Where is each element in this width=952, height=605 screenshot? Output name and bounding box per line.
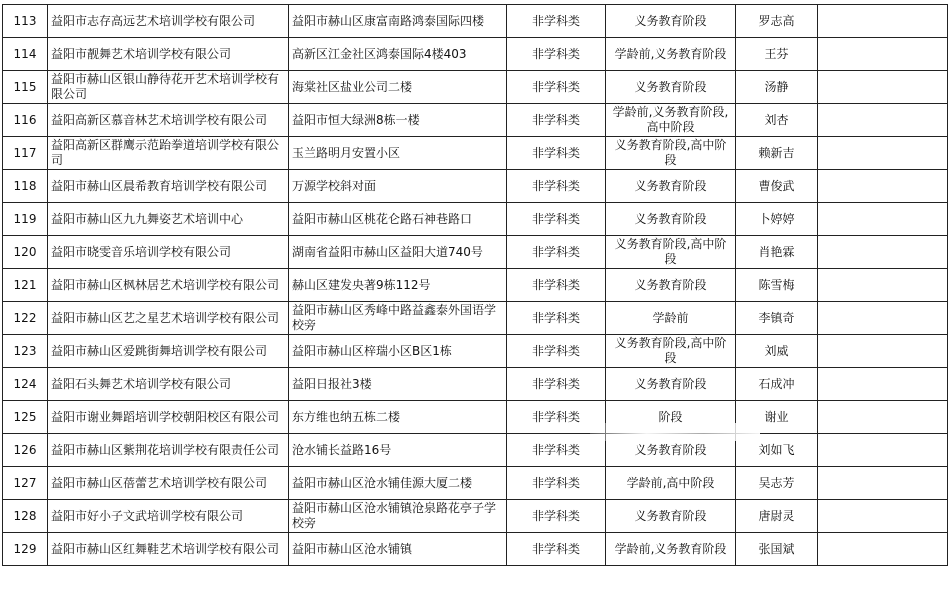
education-stage: 义务教育阶段 (606, 434, 736, 467)
training-category: 非学科类 (507, 5, 606, 38)
institution-address: 玉兰路明月安置小区 (289, 137, 507, 170)
table-row (3, 335, 948, 368)
education-stage: 学龄前,义务教育阶段 (606, 38, 736, 71)
institution-name: 益阳高新区慕音林艺术培训学校有限公司 (48, 104, 289, 137)
row-number: 127 (3, 467, 48, 500)
row-number: 114 (3, 38, 48, 71)
training-category: 非学科类 (507, 434, 606, 467)
empty-cell (818, 104, 948, 137)
institution-name: 益阳市赫山区红舞鞋艺术培训学校有限公司 (48, 533, 289, 566)
responsible-person: 罗志高 (736, 5, 818, 38)
education-stage: 学龄前 (606, 302, 736, 335)
institution-name: 益阳市赫山区爱跳街舞培训学校有限公司 (48, 335, 289, 368)
empty-cell (818, 533, 948, 566)
row-number: 118 (3, 170, 48, 203)
training-category: 非学科类 (507, 236, 606, 269)
responsible-person: 张国斌 (736, 533, 818, 566)
empty-cell (818, 335, 948, 368)
institution-address: 万源学校斜对面 (289, 170, 507, 203)
table-row (3, 434, 948, 467)
institution-name: 益阳市赫山区银山静待花开艺术培训学校有限公司 (48, 71, 289, 104)
table-row (3, 500, 948, 533)
responsible-person: 赖新吉 (736, 137, 818, 170)
institution-name: 益阳市赫山区枫林居艺术培训学校有限公司 (48, 269, 289, 302)
institution-name: 益阳石头舞艺术培训学校有限公司 (48, 368, 289, 401)
training-category: 非学科类 (507, 335, 606, 368)
table-row (3, 170, 948, 203)
training-category: 非学科类 (507, 269, 606, 302)
responsible-person: 石成冲 (736, 368, 818, 401)
empty-cell (818, 71, 948, 104)
empty-cell (818, 467, 948, 500)
training-category: 非学科类 (507, 38, 606, 71)
row-number: 125 (3, 401, 48, 434)
institution-name: 益阳市志存高远艺术培训学校有限公司 (48, 5, 289, 38)
responsible-person: 肖艳霖 (736, 236, 818, 269)
table-row (3, 368, 948, 401)
institution-address: 高新区江金社区鸿泰国际4楼403 (289, 38, 507, 71)
institution-address: 益阳市赫山区梓瑞小区B区1栋 (289, 335, 507, 368)
table-row (3, 137, 948, 170)
table-body (3, 5, 948, 566)
institution-address: 海棠社区盐业公司二楼 (289, 71, 507, 104)
row-number: 121 (3, 269, 48, 302)
table-row (3, 5, 948, 38)
training-category: 非学科类 (507, 170, 606, 203)
institution-name: 益阳市谢业舞蹈培训学校朝阳校区有限公司 (48, 401, 289, 434)
responsible-person: 曹俊武 (736, 170, 818, 203)
institution-address: 益阳市赫山区秀峰中路益鑫泰外国语学校旁 (289, 302, 507, 335)
responsible-person: 卜婷婷 (736, 203, 818, 236)
row-number: 117 (3, 137, 48, 170)
table-row (3, 401, 948, 434)
table-row (3, 203, 948, 236)
empty-cell (818, 269, 948, 302)
training-category: 非学科类 (507, 533, 606, 566)
row-number: 120 (3, 236, 48, 269)
responsible-person: 谢业 (736, 401, 818, 434)
education-stage: 义务教育阶段 (606, 71, 736, 104)
institution-name: 益阳市晓雯音乐培训学校有限公司 (48, 236, 289, 269)
registry-table (2, 4, 948, 566)
responsible-person: 吴志芳 (736, 467, 818, 500)
training-category: 非学科类 (507, 203, 606, 236)
empty-cell (818, 5, 948, 38)
empty-cell (818, 302, 948, 335)
row-number: 116 (3, 104, 48, 137)
empty-cell (818, 38, 948, 71)
table-row (3, 533, 948, 566)
empty-cell (818, 368, 948, 401)
responsible-person: 刘杏 (736, 104, 818, 137)
institution-address: 益阳市恒大绿洲8栋一楼 (289, 104, 507, 137)
table-row (3, 104, 948, 137)
institution-address: 益阳市赫山区沧水铺镇 (289, 533, 507, 566)
institution-name: 益阳市赫山区紫荆花培训学校有限责任公司 (48, 434, 289, 467)
institution-name: 益阳市靓舞艺术培训学校有限公司 (48, 38, 289, 71)
institution-address: 益阳日报社3楼 (289, 368, 507, 401)
education-stage: 义务教育阶段 (606, 203, 736, 236)
institution-name: 益阳市好小子文武培训学校有限公司 (48, 500, 289, 533)
institution-address: 益阳市赫山区康富南路鸿泰国际四楼 (289, 5, 507, 38)
institution-name: 益阳市赫山区艺之星艺术培训学校有限公司 (48, 302, 289, 335)
education-stage: 学龄前,义务教育阶段,高中阶段 (606, 104, 736, 137)
row-number: 122 (3, 302, 48, 335)
table-row (3, 71, 948, 104)
institution-name: 益阳市赫山区蓓蕾艺术培训学校有限公司 (48, 467, 289, 500)
table-row (3, 236, 948, 269)
row-number: 129 (3, 533, 48, 566)
institution-name: 益阳高新区群鹰示范跆拳道培训学校有限公司 (48, 137, 289, 170)
education-stage: 义务教育阶段,高中阶段 (606, 335, 736, 368)
empty-cell (818, 434, 948, 467)
table-row (3, 467, 948, 500)
responsible-person: 王芬 (736, 38, 818, 71)
empty-cell (818, 401, 948, 434)
training-category: 非学科类 (507, 137, 606, 170)
institution-address: 湖南省益阳市赫山区益阳大道740号 (289, 236, 507, 269)
row-number: 123 (3, 335, 48, 368)
training-category: 非学科类 (507, 302, 606, 335)
training-category: 非学科类 (507, 500, 606, 533)
institution-address: 赫山区建发央著9栋112号 (289, 269, 507, 302)
responsible-person: 刘威 (736, 335, 818, 368)
education-stage: 义务教育阶段 (606, 500, 736, 533)
institution-address: 东方维也纳五栋二楼 (289, 401, 507, 434)
training-category: 非学科类 (507, 467, 606, 500)
institution-name: 益阳市赫山区九九舞姿艺术培训中心 (48, 203, 289, 236)
row-number: 113 (3, 5, 48, 38)
training-category: 非学科类 (507, 104, 606, 137)
education-stage: 义务教育阶段 (606, 170, 736, 203)
empty-cell (818, 170, 948, 203)
institution-address: 益阳市赫山区沧水铺佳源大厦二楼 (289, 467, 507, 500)
education-stage: 义务教育阶段 (606, 5, 736, 38)
empty-cell (818, 137, 948, 170)
education-stage: 义务教育阶段 (606, 368, 736, 401)
empty-cell (818, 500, 948, 533)
responsible-person: 汤静 (736, 71, 818, 104)
row-number: 119 (3, 203, 48, 236)
institution-address: 益阳市赫山区桃花仑路石神巷路口 (289, 203, 507, 236)
institution-address: 沧水铺长益路16号 (289, 434, 507, 467)
row-number: 126 (3, 434, 48, 467)
training-category: 非学科类 (507, 71, 606, 104)
education-stage: 阶段 (606, 401, 736, 434)
training-category: 非学科类 (507, 401, 606, 434)
row-number: 124 (3, 368, 48, 401)
table-row (3, 269, 948, 302)
row-number: 128 (3, 500, 48, 533)
institution-address: 益阳市赫山区沧水铺镇沧泉路花亭子学校旁 (289, 500, 507, 533)
education-stage: 义务教育阶段 (606, 269, 736, 302)
row-number: 115 (3, 71, 48, 104)
responsible-person: 陈雪梅 (736, 269, 818, 302)
table-row (3, 302, 948, 335)
table-row (3, 38, 948, 71)
responsible-person: 刘如飞 (736, 434, 818, 467)
education-stage: 学龄前,高中阶段 (606, 467, 736, 500)
responsible-person: 唐尉灵 (736, 500, 818, 533)
responsible-person: 李镇奇 (736, 302, 818, 335)
empty-cell (818, 236, 948, 269)
empty-cell (818, 203, 948, 236)
training-category: 非学科类 (507, 368, 606, 401)
education-stage: 学龄前,义务教育阶段 (606, 533, 736, 566)
institution-name: 益阳市赫山区晨希教育培训学校有限公司 (48, 170, 289, 203)
education-stage: 义务教育阶段,高中阶段 (606, 137, 736, 170)
education-stage: 义务教育阶段,高中阶段 (606, 236, 736, 269)
